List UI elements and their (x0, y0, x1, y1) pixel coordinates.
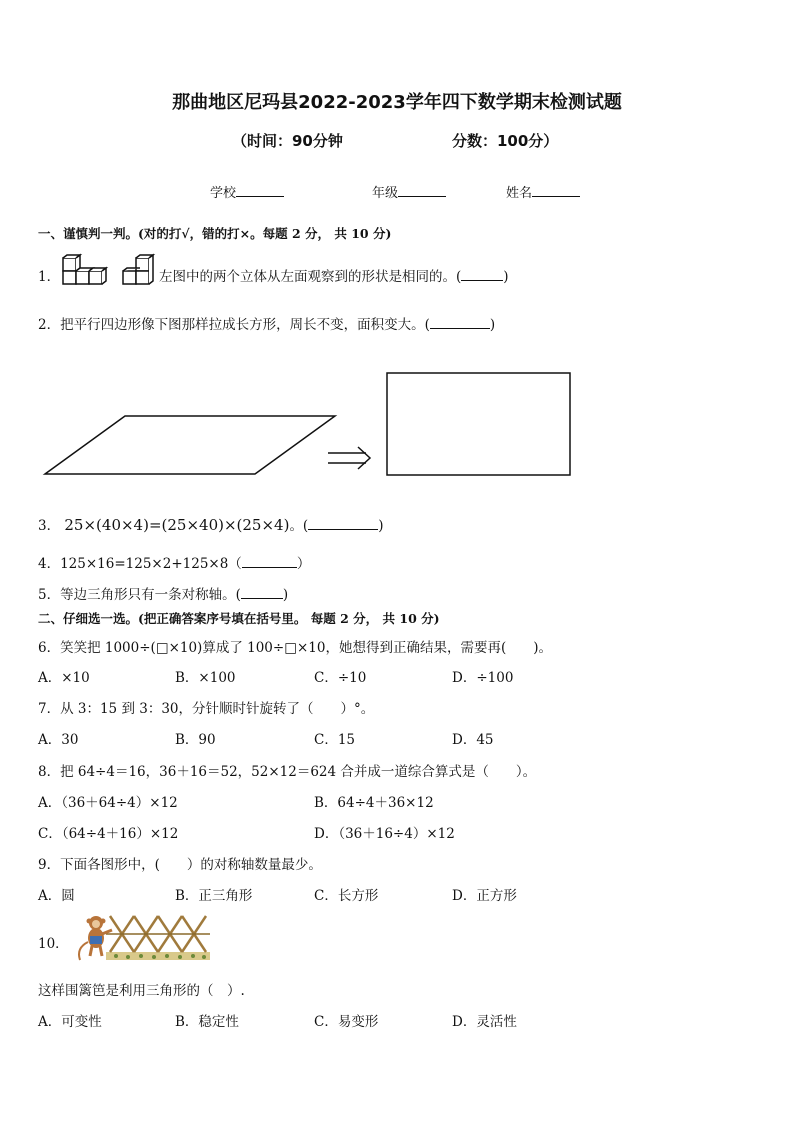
section2-heading: 二、仔细选一选。(把正确答案序号填在括号里。 每题 2 分， 共 10 分) (38, 611, 440, 626)
q8-option-b[interactable]: B．64÷4＋36×12 (314, 795, 434, 811)
q9-option-d[interactable]: D．正方形 (452, 888, 517, 904)
q2-close: ) (489, 317, 496, 333)
grade-label: 年级 (372, 186, 399, 201)
q6-option-a[interactable]: A．×10 (38, 670, 90, 686)
q10-number: 10． (38, 936, 69, 952)
q7-option-c[interactable]: C．15 (314, 732, 356, 748)
q6-text: 6．笑笑把 1000÷(□×10)算成了 100÷□×10，她想得到正确结果，需要再( )。 (38, 640, 552, 656)
school-label: 学校 (210, 186, 237, 201)
q6-option-b[interactable]: B．×100 (175, 670, 236, 686)
school-field[interactable] (210, 182, 284, 201)
q8-option-d[interactable]: D．（36＋16÷4）×12 (314, 826, 455, 842)
fence-lattice (106, 916, 210, 952)
name-field[interactable] (506, 182, 580, 201)
q5-close: ) (282, 587, 289, 603)
q3-tail: 。( (289, 518, 309, 534)
q7-option-a[interactable]: A．30 (38, 732, 79, 748)
q8-option-a[interactable]: A．（36＋64÷4）×12 (38, 795, 178, 811)
q6-option-d[interactable]: D．÷100 (452, 670, 514, 686)
q4-answer-blank[interactable] (242, 555, 297, 568)
grade-blank[interactable] (398, 182, 446, 197)
q10-option-b[interactable]: B．稳定性 (175, 1014, 239, 1030)
q3-text (38, 514, 384, 534)
q3-answer-blank[interactable] (308, 517, 378, 530)
q9-text: 9．下面各图形中，( ）的对称轴数量最少。 (38, 857, 322, 873)
q9-option-c[interactable]: C．长方形 (314, 888, 379, 904)
q1-number: 1． (38, 269, 61, 285)
parallelogram-shape (45, 416, 335, 474)
parallelogram-to-rectangle-diagram (40, 368, 580, 480)
q2-answer-blank[interactable] (430, 316, 490, 329)
q9-option-a[interactable]: A．圆 (38, 888, 75, 904)
q1-answer-blank[interactable] (461, 268, 503, 281)
grade-field[interactable] (372, 182, 446, 201)
q6-option-c[interactable]: C．÷10 (314, 670, 367, 686)
cube-figures-icon (61, 254, 159, 292)
q10-option-a[interactable]: A．可变性 (38, 1014, 102, 1030)
page-title: 那曲地区尼玛县2022-2023学年四下数学期末检测试题 (172, 92, 622, 113)
q4-close: ） (296, 556, 311, 572)
section1-heading: 一、谨慎判一判。(对的打√，错的打×。每题 2 分， 共 10 分) (38, 226, 392, 241)
q3-number: 3． (38, 518, 61, 534)
q5-statement: 5．等边三角形只有一条对称轴。( (38, 587, 241, 603)
q2-statement: 2．把平行四边形像下图那样拉成长方形，周长不变，面积变大。( (38, 317, 430, 333)
q8-text: 8．把 64÷4＝16，36＋16＝52，52×12＝624 合并成一道综合算式是（ ）。 (38, 764, 537, 780)
q10-option-d[interactable]: D．灵活性 (452, 1014, 517, 1030)
q1-text (159, 265, 509, 285)
name-blank[interactable] (532, 182, 580, 197)
q1-statement: 左图中的两个立体从左面观察到的形状是相同的。( (159, 269, 462, 285)
name-label: 姓名 (506, 186, 533, 201)
double-arrow-icon (328, 447, 370, 469)
rectangle-shape (387, 373, 570, 475)
q7-text: 7．从 3：15 到 3：30，分针顺时针旋转了（ ）°。 (38, 701, 375, 717)
q4-statement: 4．125×16=125×2+125×8（ (38, 556, 242, 572)
exam-time: （时间：90分钟 (232, 132, 343, 150)
q10-text: 这样围篱笆是利用三角形的（ ）. (38, 983, 245, 999)
q4-text (38, 552, 310, 572)
q10-option-c[interactable]: C．易变形 (314, 1014, 379, 1030)
q5-answer-blank[interactable] (241, 586, 283, 599)
q7-option-d[interactable]: D．45 (452, 732, 494, 748)
q7-option-b[interactable]: B．90 (175, 732, 216, 748)
exam-score: 分数：100分） (452, 132, 559, 150)
q1-close: ) (503, 269, 509, 285)
q3-expression: 25×(40×4)=(25×40)×(25×4) (64, 516, 290, 534)
fence-illustration-icon (66, 908, 214, 966)
q3-close: ) (378, 518, 384, 534)
q9-option-b[interactable]: B．正三角形 (175, 888, 253, 904)
q8-option-c[interactable]: C．（64÷4＋16）×12 (38, 826, 179, 842)
school-blank[interactable] (236, 182, 284, 197)
q2-text (38, 313, 495, 333)
q5-text (38, 583, 288, 603)
